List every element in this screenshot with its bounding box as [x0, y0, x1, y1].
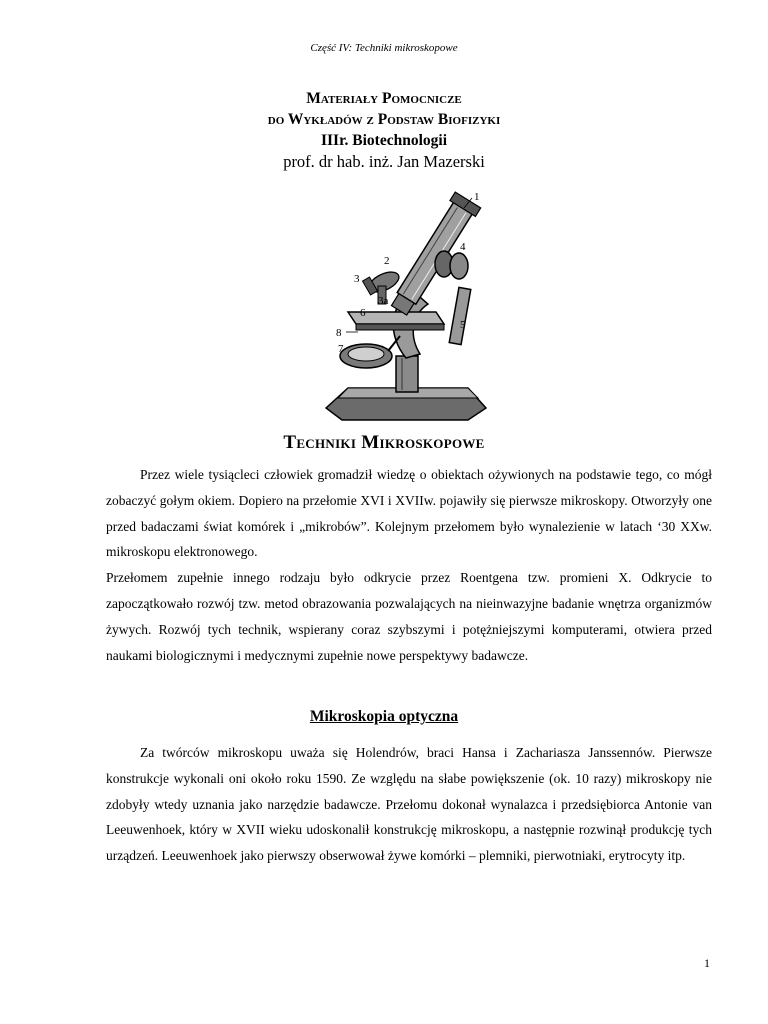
- figure-label-3a: 3a: [378, 295, 389, 307]
- author-line: prof. dr hab. inż. Jan Mazerski: [283, 152, 485, 171]
- page-number: 1: [704, 956, 710, 970]
- figure-label-8: 8: [336, 327, 342, 339]
- title-block: [0, 88, 768, 173]
- paragraph-2: Przełomem zupełnie innego rodzaju było odkrycie przez Roentgena tzw. promieni X. Odkrycie to zapoczątkowało rozwój tzw. metod obrazowania pozwalających na nieinwazyjne badanie wnętrza organizmów żywych. Rozwój tych technik, wspierany coraz szybszymi i potężniejszymi komputerami, otwiera przed naukami biologicznymi i medycznymi zupełnie nowe perspektywy badawcze.: [106, 570, 712, 663]
- section-body: [106, 462, 712, 668]
- microscope-illustration: [318, 186, 490, 426]
- section-title: Techniki Mikroskopowe: [283, 432, 485, 453]
- paragraph-1: Przez wiele tysiącleci człowiek gromadził wiedzę o obiektach ożywionych na podstawie tego, co mógł zobaczyć gołym okiem. Dopiero na przełomie XVI i XVIIw. pojawiły się pierwsze mikroskopy. Otworzyły one przed badaczami świat komórek i „mikrobów”. Kolejnym przełomem było wynalezienie w latach ‘30 XXw. mikroskopu elektronowego.: [106, 467, 712, 560]
- figure-label-6: 6: [360, 307, 366, 319]
- subsection-title: Mikroskopia optyczna: [309, 708, 459, 725]
- title-line-1: Materiały Pomocnicze: [306, 90, 462, 107]
- subsection-body: [106, 740, 712, 869]
- figure-label-5: 5: [460, 319, 466, 331]
- figure-label-3: 3: [354, 273, 360, 285]
- figure-label-7: 7: [338, 343, 344, 355]
- title-line-3: IIIr. Biotechnologii: [320, 132, 448, 149]
- figure-label-4: 4: [460, 241, 466, 253]
- paragraph-3: Za twórców mikroskopu uważa się Holendrów, braci Hansa i Zachariasza Janssennów. Pierwsze konstrukcje wykonali oni około roku 1590. Ze względu na słabe powiększenie (ok. 10 razy) mikroskopy nie zdobyły wtedy uznania jako narzędzie badawcze. Przełomu dokonał wynalazca i przedsiębiorca Antonie van Leeuwenhoek, który w XVII wieku udoskonalił konstrukcję mikroskopu, a następnie rozwinął produkcję tych urządzeń. Leeuwenhoek jako pierwszy obserwował żywe komórki – plemniki, pierwotniaki, erytrocyty itp.: [106, 745, 712, 864]
- figure-label-2: 2: [384, 255, 390, 267]
- title-line-2: do Wykładów z Podstaw Biofizyki: [267, 111, 501, 128]
- figure-label-1: 1: [474, 191, 480, 203]
- running-header: Część IV: Techniki mikroskopowe: [310, 42, 458, 54]
